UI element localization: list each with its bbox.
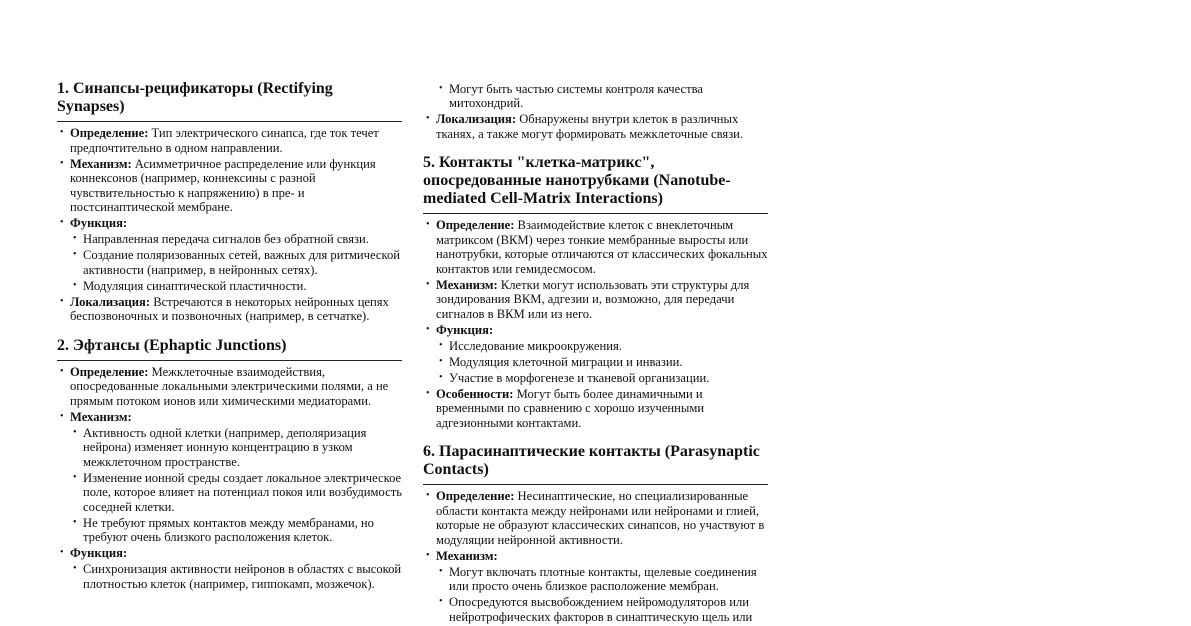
term-text: Встречаются в некоторых нейронных цепях беспозвоночных и позвоночных (например, в сетчатке). [70,294,389,323]
term-label: Определение: [70,126,149,140]
term-label: Определение: [70,364,149,379]
list-item-definition [57,365,402,409]
term-label: Особенности: [436,386,514,401]
term-label: Механизм: [70,409,132,424]
term-text: Клетки могут использовать эти структуры для зондирования ВКМ, адгезии и, возможно, для передачи сигналов в ВКМ или из него. [436,277,750,321]
list-item-mechanism [57,157,402,215]
sub-list-item: • Исследование микроокружения. [436,339,768,354]
section-rectifying-synapses [57,80,402,324]
list-item-mechanism [423,278,768,322]
sub-list-item: • Изменение ионной среды создает локальное электрическое поле, которое влияет на потенциал покоя или возбудимость соседней клетки. [70,471,402,515]
section-title: 6. Парасинаптические контакты (Parasynaptic Contacts) [423,443,768,485]
section-nanotube-cell-matrix [423,154,768,430]
section-title: 5. Контакты "клетка-матрикс", опосредованные нанотрубками (Nanotube-mediated Cell-Matrix Interactions) [423,154,768,214]
list-item-definition [423,218,768,276]
section-list [57,126,402,324]
term-label: Определение: [436,218,515,232]
term-label: Определение: [436,489,515,503]
list-item-localization [57,295,402,324]
list-item-definition [423,489,768,547]
term-label: Локализация: [70,294,151,309]
sub-list-item: • Модуляция клеточной миграции и инвазии. [436,355,768,370]
term-text: Межклеточные взаимодействия, опосредованные локальными электрическими полями, а не прямым потоком ионов или химическими медиаторами. [70,364,389,408]
list-item-features [423,387,768,431]
list-item-localization [423,112,768,141]
sub-list-item: • Могут включать плотные контакты, щелевые соединения или просто очень близкое расположение мембран. [436,565,768,594]
term-text: Могут быть более динамичными и временными по сравнению с хорошо изученными адгезионными контактами. [436,386,705,430]
term-label: Механизм: [436,548,498,563]
section-list [423,489,768,624]
left-column [57,80,402,593]
section-list [57,365,402,592]
section-list [423,218,768,430]
term-text: Обнаружены внутри клеток в различных тканях, а также могут формировать межклеточные связи. [436,112,744,141]
sub-list [70,232,402,293]
sub-list-item: • Не требуют прямых контактов между мембранами, но требуют очень близкого расположения клеток. [70,516,402,545]
list-item-function [57,546,402,591]
sub-list [436,565,768,625]
continued-function-item [423,82,768,111]
list-item-function [57,216,402,293]
sub-list-item: • Направленная передача сигналов без обратной связи. [70,232,402,247]
term-label: Функция: [436,322,494,337]
sub-list-item: • Модуляция синаптической пластичности. [70,279,402,294]
term-label: Механизм: [436,277,498,292]
sub-list-item: • Могут быть частью системы контроля качества митохондрий. [436,82,768,111]
list-item-definition [57,126,402,155]
list-item-mechanism [57,410,402,545]
sub-list-item: • Создание поляризованных сетей, важных для ритмической активности (например, в нейронных сетях). [70,248,402,277]
section-title: 1. Синапсы-рецификаторы (Rectifying Synapses) [57,80,402,122]
term-label: Функция: [70,546,128,560]
term-label: Локализация: [436,112,517,126]
sub-list-item: • Активность одной клетки (например, деполяризация нейрона) изменяет ионную концентрацию в узком межклеточном пространстве. [70,426,402,470]
list-item-function [423,323,768,386]
right-column [423,80,768,626]
sub-list [70,562,402,591]
term-text: Несинаптические, но специализированные области контакта между нейронами или нейронами и глией, которые не образуют классических синапсов, но участвуют в модуляции нейронной активности. [436,489,765,547]
sub-list [436,82,768,111]
term-text: Асимметричное распределение или функция коннексонов (например, коннексины с разной чувствительностью к напряжению) в пре- и постсинаптической мембране. [70,156,376,214]
section-continued [423,82,768,142]
sub-list-item: • Синхронизация активности нейронов в областях с высокой плотностью клеток (например, гиппокамп, мозжечок). [70,562,402,591]
term-label: Механизм: [70,156,132,171]
sub-list [70,426,402,545]
section-parasynaptic-contacts [423,443,768,624]
section-title: 2. Эфтансы (Ephaptic Junctions) [57,337,402,361]
sub-list [436,339,768,386]
section-ephaptic-junctions [57,337,402,592]
sub-list-item: • Участие в морфогенезе и тканевой организации. [436,371,768,386]
term-label: Функция: [70,216,128,230]
term-text: Тип электрического синапса, где ток течет предпочтительно в одном направлении. [70,126,379,155]
list-item-mechanism [423,549,768,625]
section-list [423,82,768,142]
term-text: Взаимодействие клеток с внеклеточным матриксом (ВКМ) через тонкие мембранные выросты или нанотрубки, которые отличаются от классических фокальных контактов или гемидесмосом. [436,218,768,276]
sub-list-item: • Опосредуются высвобождением нейромодуляторов или нейротрофических факторов в синаптическую щель или [436,595,768,624]
